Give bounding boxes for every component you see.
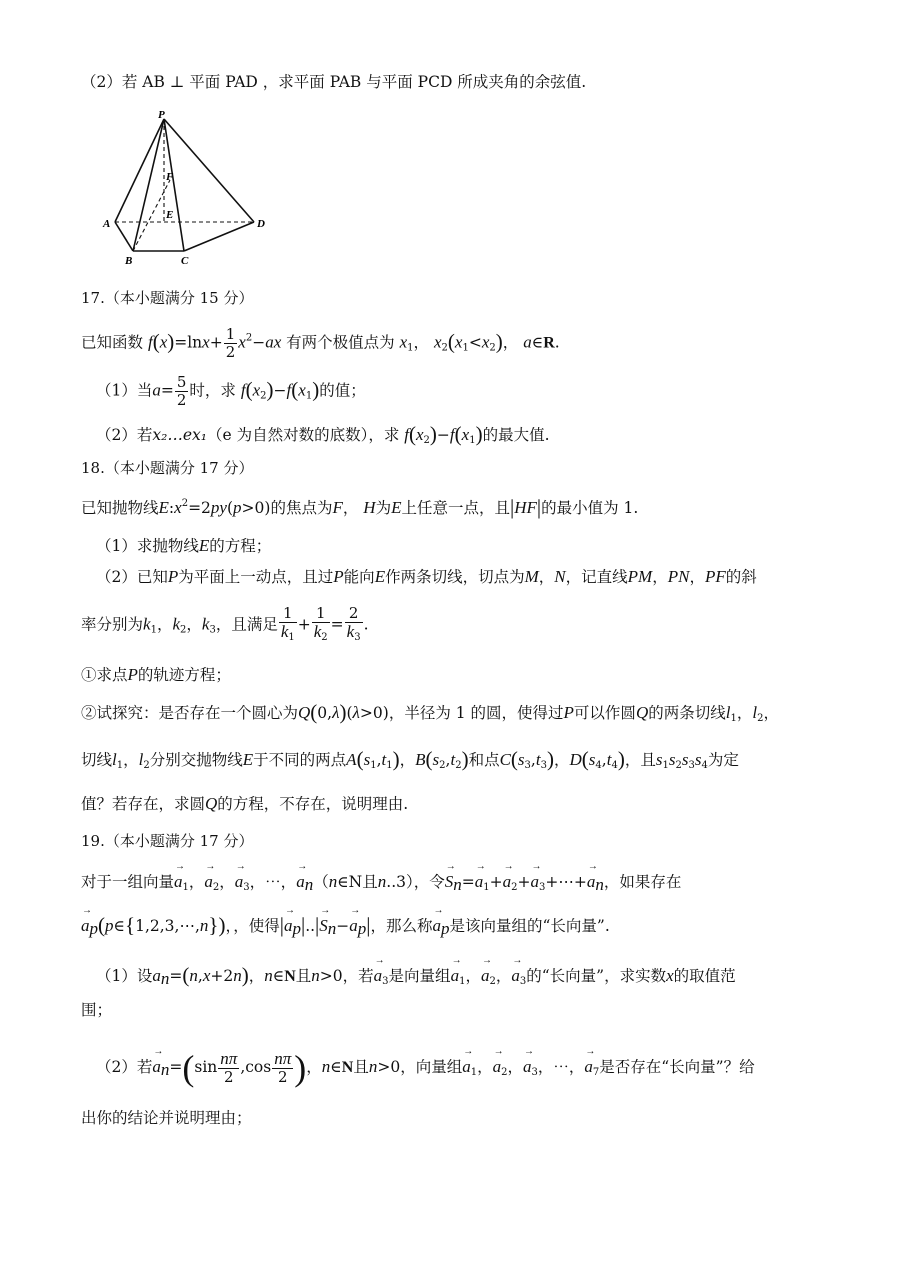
q17-part2: （2）若x₂…ex₁（e 为自然对数的底数），求 $f(x_2)-f(x_1)$的最大值. (96, 422, 550, 446)
q19-stem: 对于一组向量→ $a_1$，→ $a_2$，→ $a_3$，⋯，→ $a_n(n\in N$且n..3），令→ $S_n=\to a_1+\to a_2+\to$ $a_3+\cdots+\to a_n$，如果存在 (81, 873, 681, 893)
q19-part2-end: 出你的结论并说明理由； (81, 1109, 252, 1127)
q18-part2: （2）已知P为平面上一动点，且过P能向E作两条切线，切点为M，N，记直线PM，PN，PF的斜 (96, 567, 757, 586)
q19-part1-end: 围； (81, 1001, 113, 1019)
label-F: F (166, 171, 174, 183)
q17-part1: （1）当a= $\frac{5}{2}$ 时，求 $f(x_2)-f(x_1)$的值； (96, 373, 366, 409)
pyramid-figure (100, 108, 280, 268)
q19-part1: （1）设$a_n=(n,x+2n)$，n∈N且n>0，若→ $a_3$是向量组→ $a_1$，→ $a_2$，→ $a_3$的“长向量”，求实数x的取值范 (96, 965, 736, 987)
label-E: E (166, 209, 174, 221)
q18-sub2: ②试探究：是否存在一个圆心为Q(0,λ)(λ>0)，半径为 1 的圆，使得过P可以作圆Q的两条切线$l_1$，$l_2$， (81, 700, 779, 724)
label-B: B (125, 255, 133, 267)
q18-part2-cont: 率分别为$k_1$，$k_2$，$k_3$，且满足 $\frac{1}{k_1}$ + $\frac{1}{k_2}$ = $\frac{2}{k_3}$ . (81, 604, 369, 643)
label-A: A (103, 218, 111, 230)
label-D: D (257, 218, 265, 230)
q19-stem-cont: → $a_p(p\in\{1,2,3,\cdots,n\})$，，使得|→ $a_p|..|\to S_n-\to a_p|$，那么称→ $a_p$是该向量组的“长向量”. (81, 915, 610, 937)
q17-stem: 已知函数 f(x)=lnx+ $\frac{1}{2}$ $x^2-ax$ 有两个极值点为 $x_1$， $x_2(x_1<x_2)$， a∈R. (81, 325, 560, 361)
q18-stem: 已知抛物线$E:x^2=2py(p>0)$的焦点为F， H为E上任意一点，且|HF|的最小值为 1. (81, 495, 639, 519)
q18-part1: （1）求抛物线E的方程； (96, 536, 272, 555)
q16-part2: （2）若 AB ⊥ 平面 PAD ，求平面 PAB 与平面 PCD 所成夹角的余弦值. (81, 73, 587, 91)
q18-sub2-cont: 切线$l_1$，$l_2$分别交抛物线E于不同的两点$A(s_1,t_1)$，$B(s_2,t_2)$和点$C(s_3,t_3)$，$D(s_4,t_4)$，且$s_1s_2s_3s_4$为定 (81, 747, 739, 771)
q18-header: 18.（本小题满分 17 分） (81, 459, 254, 477)
q19-header: 19.（本小题满分 17 分） (81, 832, 254, 850)
label-P: P (158, 109, 165, 121)
q19-part2: （2）若→ $a_n=(\sin$ $\frac{n\pi}{2}$ ,cos $\frac{n\pi}{2}$ )，n∈N且n>0，向量组→ $a_1$，→ $a_2$，→ $a_3$，⋯，→ $a_7$是否存在“长向量”？给 (96, 1050, 755, 1086)
q18-sub2-end: 值？若存在，求圆Q的方程，不存在，说明理由. (81, 794, 409, 813)
q18-sub1: ①求点P的轨迹方程； (81, 665, 231, 684)
q17-header: 17.（本小题满分 15 分） (81, 289, 254, 307)
label-C: C (181, 255, 189, 267)
